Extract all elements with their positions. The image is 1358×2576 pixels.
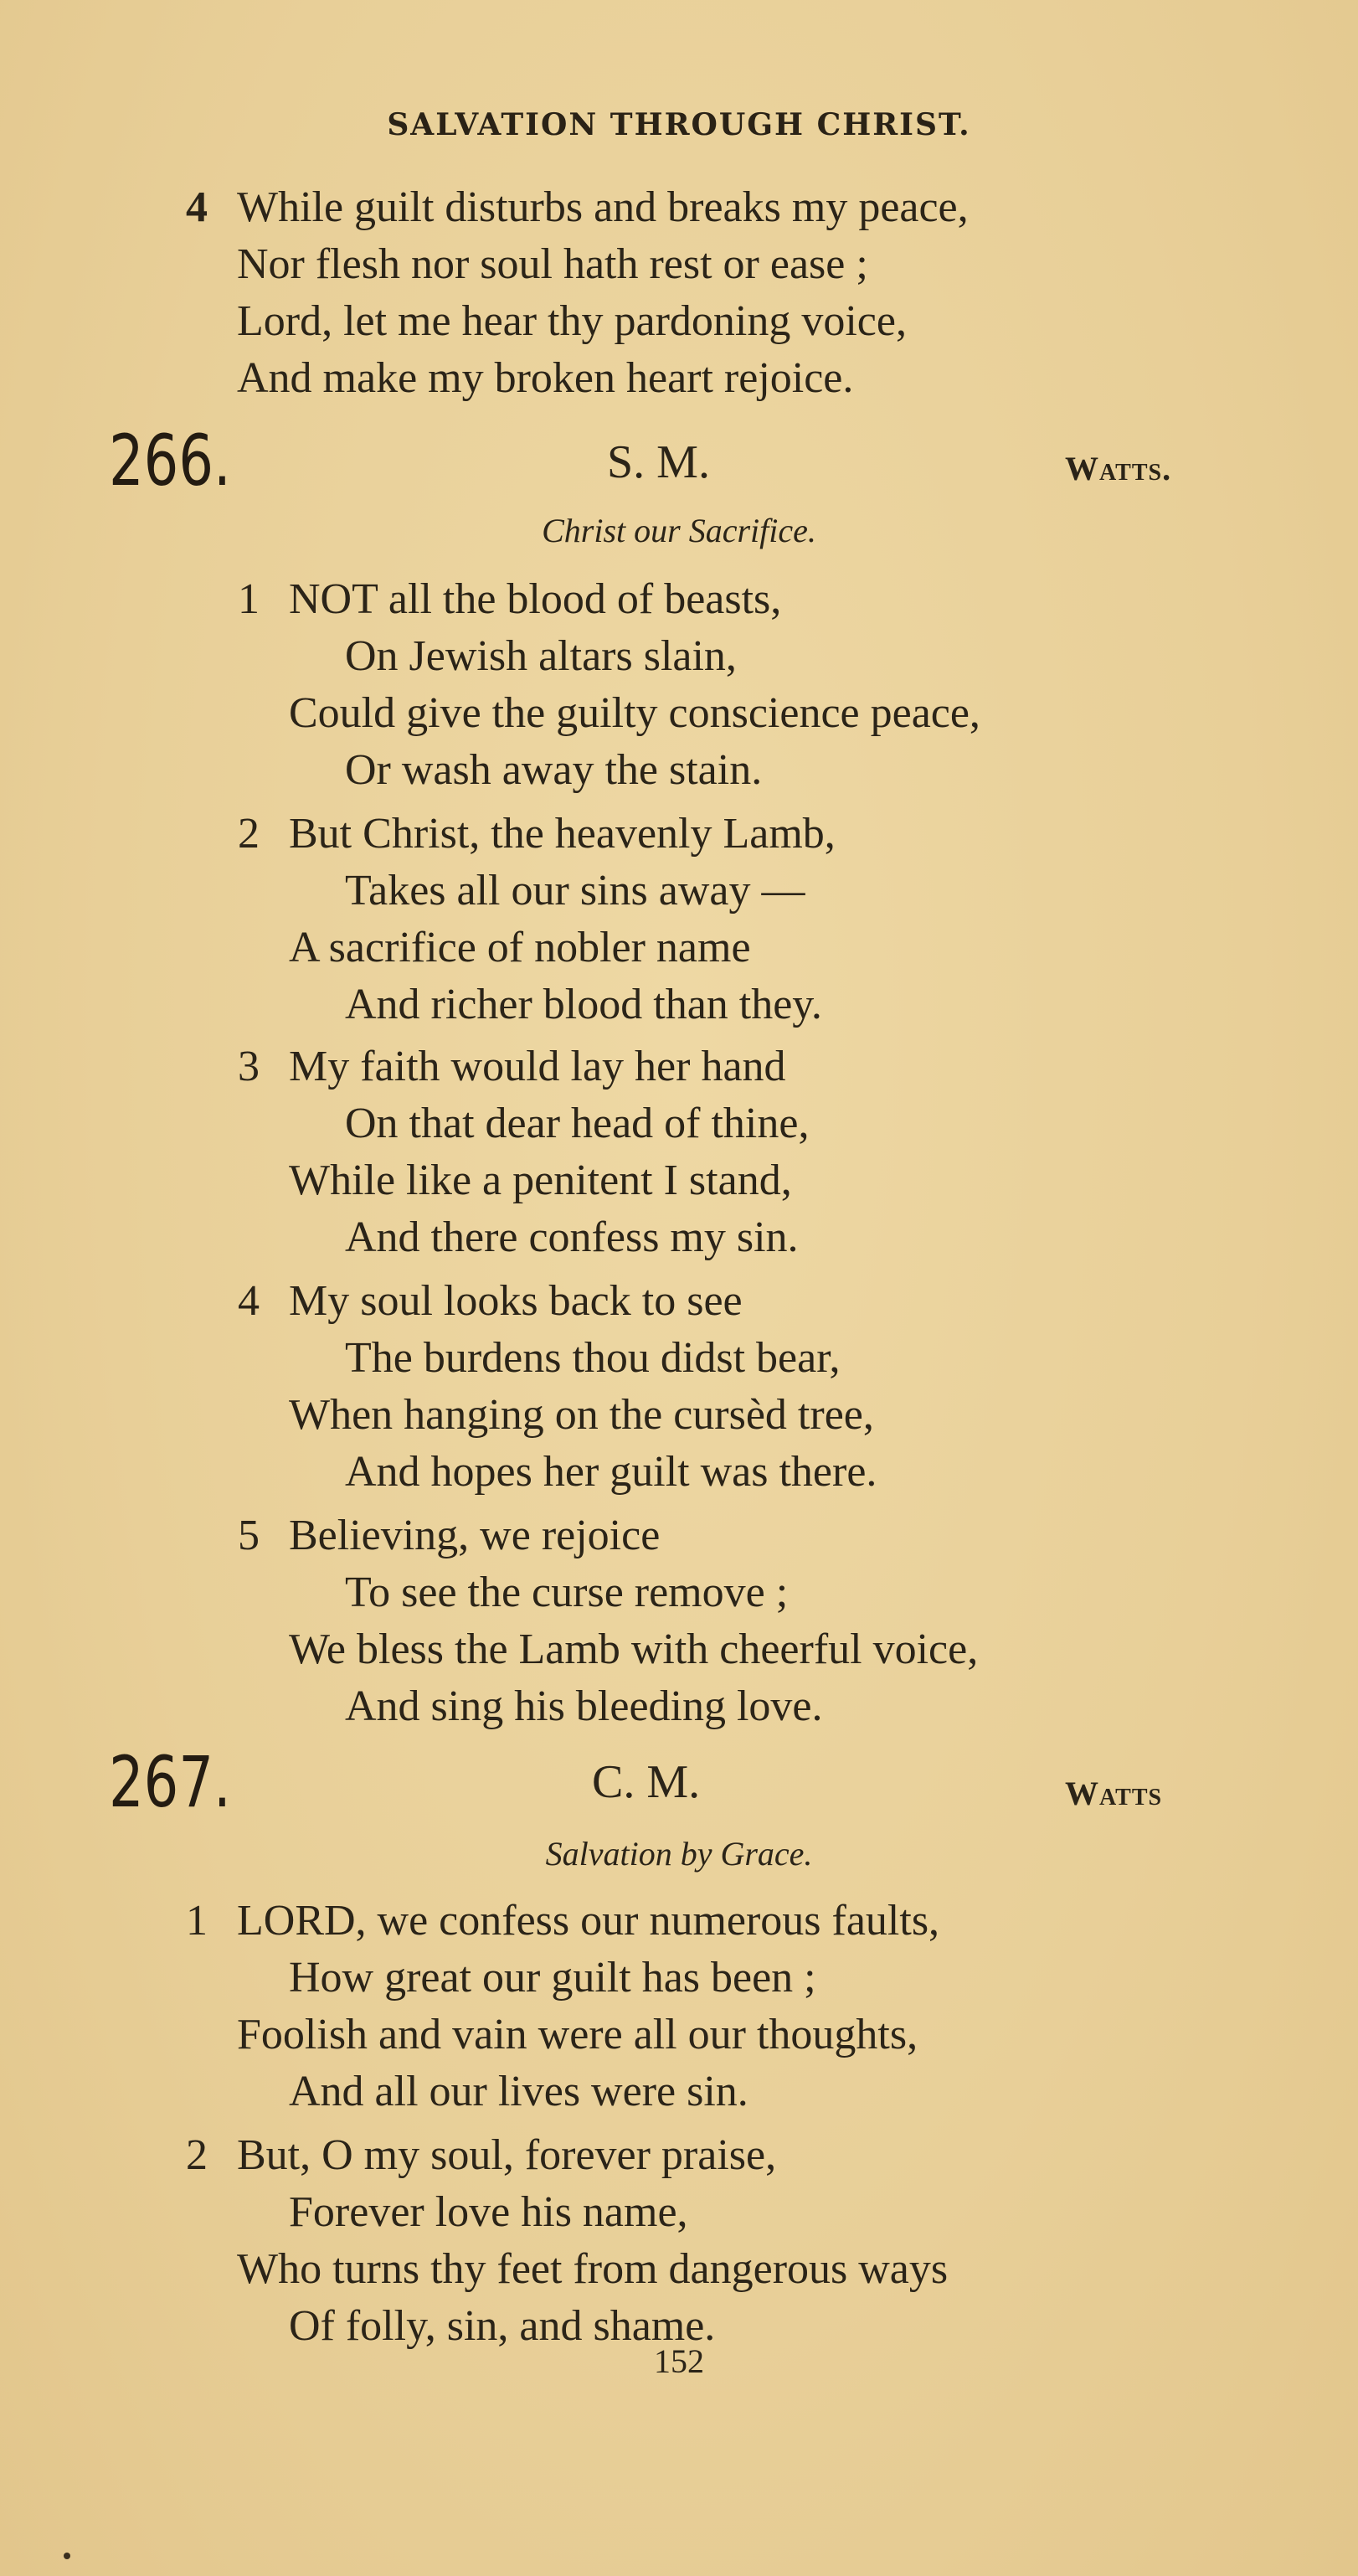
verse-line: On Jewish altars slain, <box>345 632 737 680</box>
verse-number: 4 <box>238 1277 260 1325</box>
verse-line: Believing, we rejoice <box>289 1512 661 1559</box>
running-header: SALVATION THROUGH CHRIST. <box>387 107 971 142</box>
verse-line: While like a penitent I stand, <box>289 1157 792 1204</box>
hymn-title: Christ our Sacrifice. <box>542 512 816 549</box>
verse-line: And there confess my sin. <box>345 1213 799 1261</box>
verse-line: My soul looks back to see <box>289 1277 743 1325</box>
verse-number: 2 <box>186 2131 208 2179</box>
verse-line: Forever love his name, <box>289 2188 688 2236</box>
verse-number: 1 <box>238 575 260 623</box>
verse-line: But, O my soul, forever praise, <box>237 2131 777 2179</box>
verse-line: While guilt disturbs and breaks my peace, <box>237 183 969 231</box>
verse-line: How great our guilt has been ; <box>289 1954 816 2002</box>
hymn-author: Watts. <box>1065 450 1172 487</box>
verse-line: To see the curse remove ; <box>345 1569 789 1616</box>
verse-line: Takes all our sins away — <box>345 867 805 914</box>
verse-line: LORD, we confess our numerous faults, <box>237 1897 940 1945</box>
verse-number: 2 <box>238 810 260 858</box>
verse-number: 5 <box>238 1512 260 1559</box>
ink-speck <box>64 2553 70 2559</box>
verse-line: Of folly, sin, and shame. <box>289 2302 716 2350</box>
verse-number: 3 <box>238 1043 260 1090</box>
hymn-meter: C. M. <box>592 1756 701 1808</box>
verse-line: A sacrifice of nobler name <box>289 924 751 971</box>
hymn-meter: S. M. <box>607 436 710 488</box>
verse-line: NOT all the blood of beasts, <box>289 575 782 623</box>
verse-line: Lord, let me hear thy pardoning voice, <box>237 297 907 345</box>
hymn-author: Watts <box>1065 1775 1163 1812</box>
hymn-title: Salvation by Grace. <box>545 1835 813 1873</box>
verse-line: And hopes her guilt was there. <box>345 1448 877 1496</box>
verse-line: And richer blood than they. <box>345 981 822 1028</box>
verse-line: Or wash away the stain. <box>345 746 763 794</box>
verse-line: But Christ, the heavenly Lamb, <box>289 810 836 858</box>
verse-line: Foolish and vain were all our thoughts, <box>237 2011 918 2058</box>
verse-line: Nor flesh nor soul hath rest or ease ; <box>237 240 868 288</box>
verse-line: And make my broken heart rejoice. <box>237 354 854 402</box>
verse-line: Who turns thy feet from dangerous ways <box>237 2245 949 2293</box>
verse-number: 1 <box>186 1897 208 1945</box>
verse-line: Could give the guilty conscience peace, <box>289 689 980 737</box>
verse-line: The burdens thou didst bear, <box>345 1334 841 1382</box>
verse-line: And all our lives were sin. <box>289 2068 748 2115</box>
verse-line: We bless the Lamb with cheerful voice, <box>289 1625 979 1673</box>
verse-number: 4 <box>186 183 208 231</box>
page-number: 152 <box>654 2342 704 2380</box>
verse-line: On that dear head of thine, <box>345 1100 810 1147</box>
verse-line: When hanging on the cursèd tree, <box>289 1391 874 1439</box>
hymn-number: 267. <box>109 1741 231 1823</box>
verse-line: My faith would lay her hand <box>289 1043 786 1090</box>
verse-line: And sing his bleeding love. <box>345 1682 823 1730</box>
hymn-number: 266. <box>109 420 231 502</box>
